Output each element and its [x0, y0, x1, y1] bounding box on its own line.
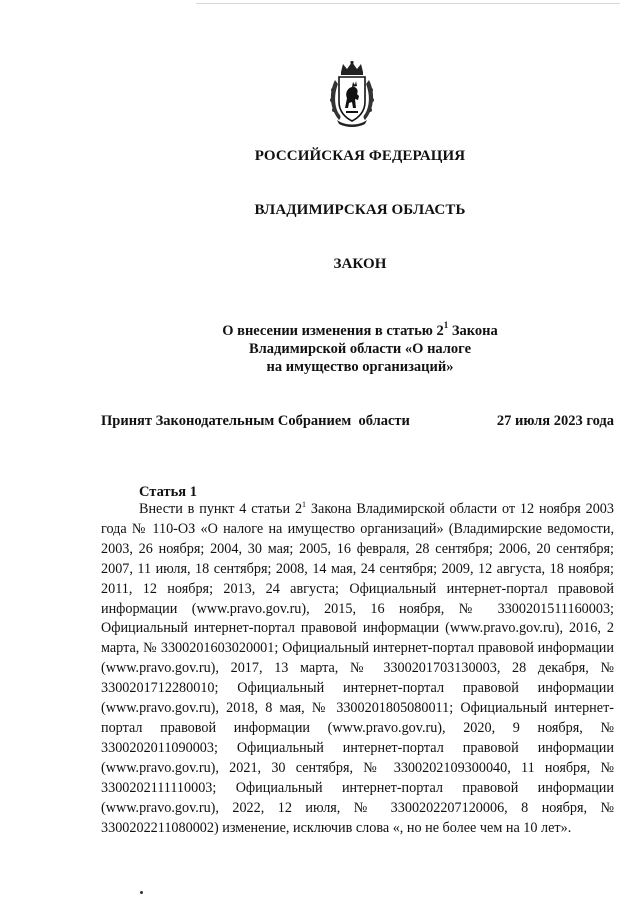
law-title-superscript: 1	[443, 320, 449, 330]
law-title-line-3: на имущество организаций»	[266, 359, 454, 375]
law-title-text: О внесении изменения в статью 2	[222, 323, 444, 339]
country-heading: РОССИЙСКАЯ ФЕДЕРАЦИЯ	[254, 148, 466, 164]
article-body-superscript: 1	[302, 500, 307, 509]
document-type-heading: ЗАКОН	[333, 256, 387, 272]
region-heading: ВЛАДИМИРСКАЯ ОБЛАСТЬ	[254, 202, 466, 218]
law-title-line-2: Владимирской области «О налоге	[248, 341, 472, 357]
law-title	[40, 322, 640, 376]
article-body-text-rest: Закона Владимирской области от 12 ноября 2003 года № 110-ОЗ «О налоге на имущество организаций» (Владимирские ведомости, 2003, 26 ноября; 2004, 30 мая; 2005, 16 февраля, 28 сентября; 2006, 20 сентября; 2007, 11 июля, 18 сентября; 2008, 14 мая, 24 сентября; 2009, 12 августа, 18 ноября; 2011, 12 ноября; 2013, 24 августа; Официальный интернет-портал правовой информации (www.pravo.gov.ru), 2015, 16 ноября, № 3300201511160003; Официальный интернет-портал правовой информации (www.pravo.gov.ru), 2016, 2 марта, № 3300201603020001; Официальный интернет-портал правовой информации (www.pravo.gov.ru), 2017, 13 марта, № 3300201703130003, 28 декабря, № 3300201712280010; Официальный интернет-портал правовой информации (www.pravo.gov.ru), 2018, 8 мая, № 3300201805080011; Официальный интернет-портал правовой информации (www.pravo.gov.ru), 2020, 9 ноября, № 3300202011090003; Официальный интернет-портал правовой информации (www.pravo.gov.ru), 2021, 30 сентября, № 3300202109300040, 11 ноября, № 3300202111110003; Официальный интернет-портал правовой информации (www.pravo.gov.ru), 2022, 12 июля, № 3300202207120006, 8 ноября, № 3300202211080002) изменение, исключив слова «, но не более чем на 10 лет».	[101, 501, 614, 836]
law-title-text-end: Закона	[448, 323, 498, 339]
adoption-date: 27 июля 2023 года	[496, 413, 614, 429]
coat-of-arms-icon	[325, 60, 379, 128]
article-heading: Статья 1	[139, 484, 197, 500]
article-body-text: Внести в пункт 4 статьи 2	[139, 501, 303, 517]
article-body	[101, 500, 614, 838]
scan-edge-line	[196, 3, 620, 4]
law-title-line-1	[40, 322, 640, 340]
scan-speck	[140, 891, 143, 894]
adopting-body: Принят Законодательным Собранием области	[101, 413, 410, 429]
adoption-row	[101, 413, 614, 430]
